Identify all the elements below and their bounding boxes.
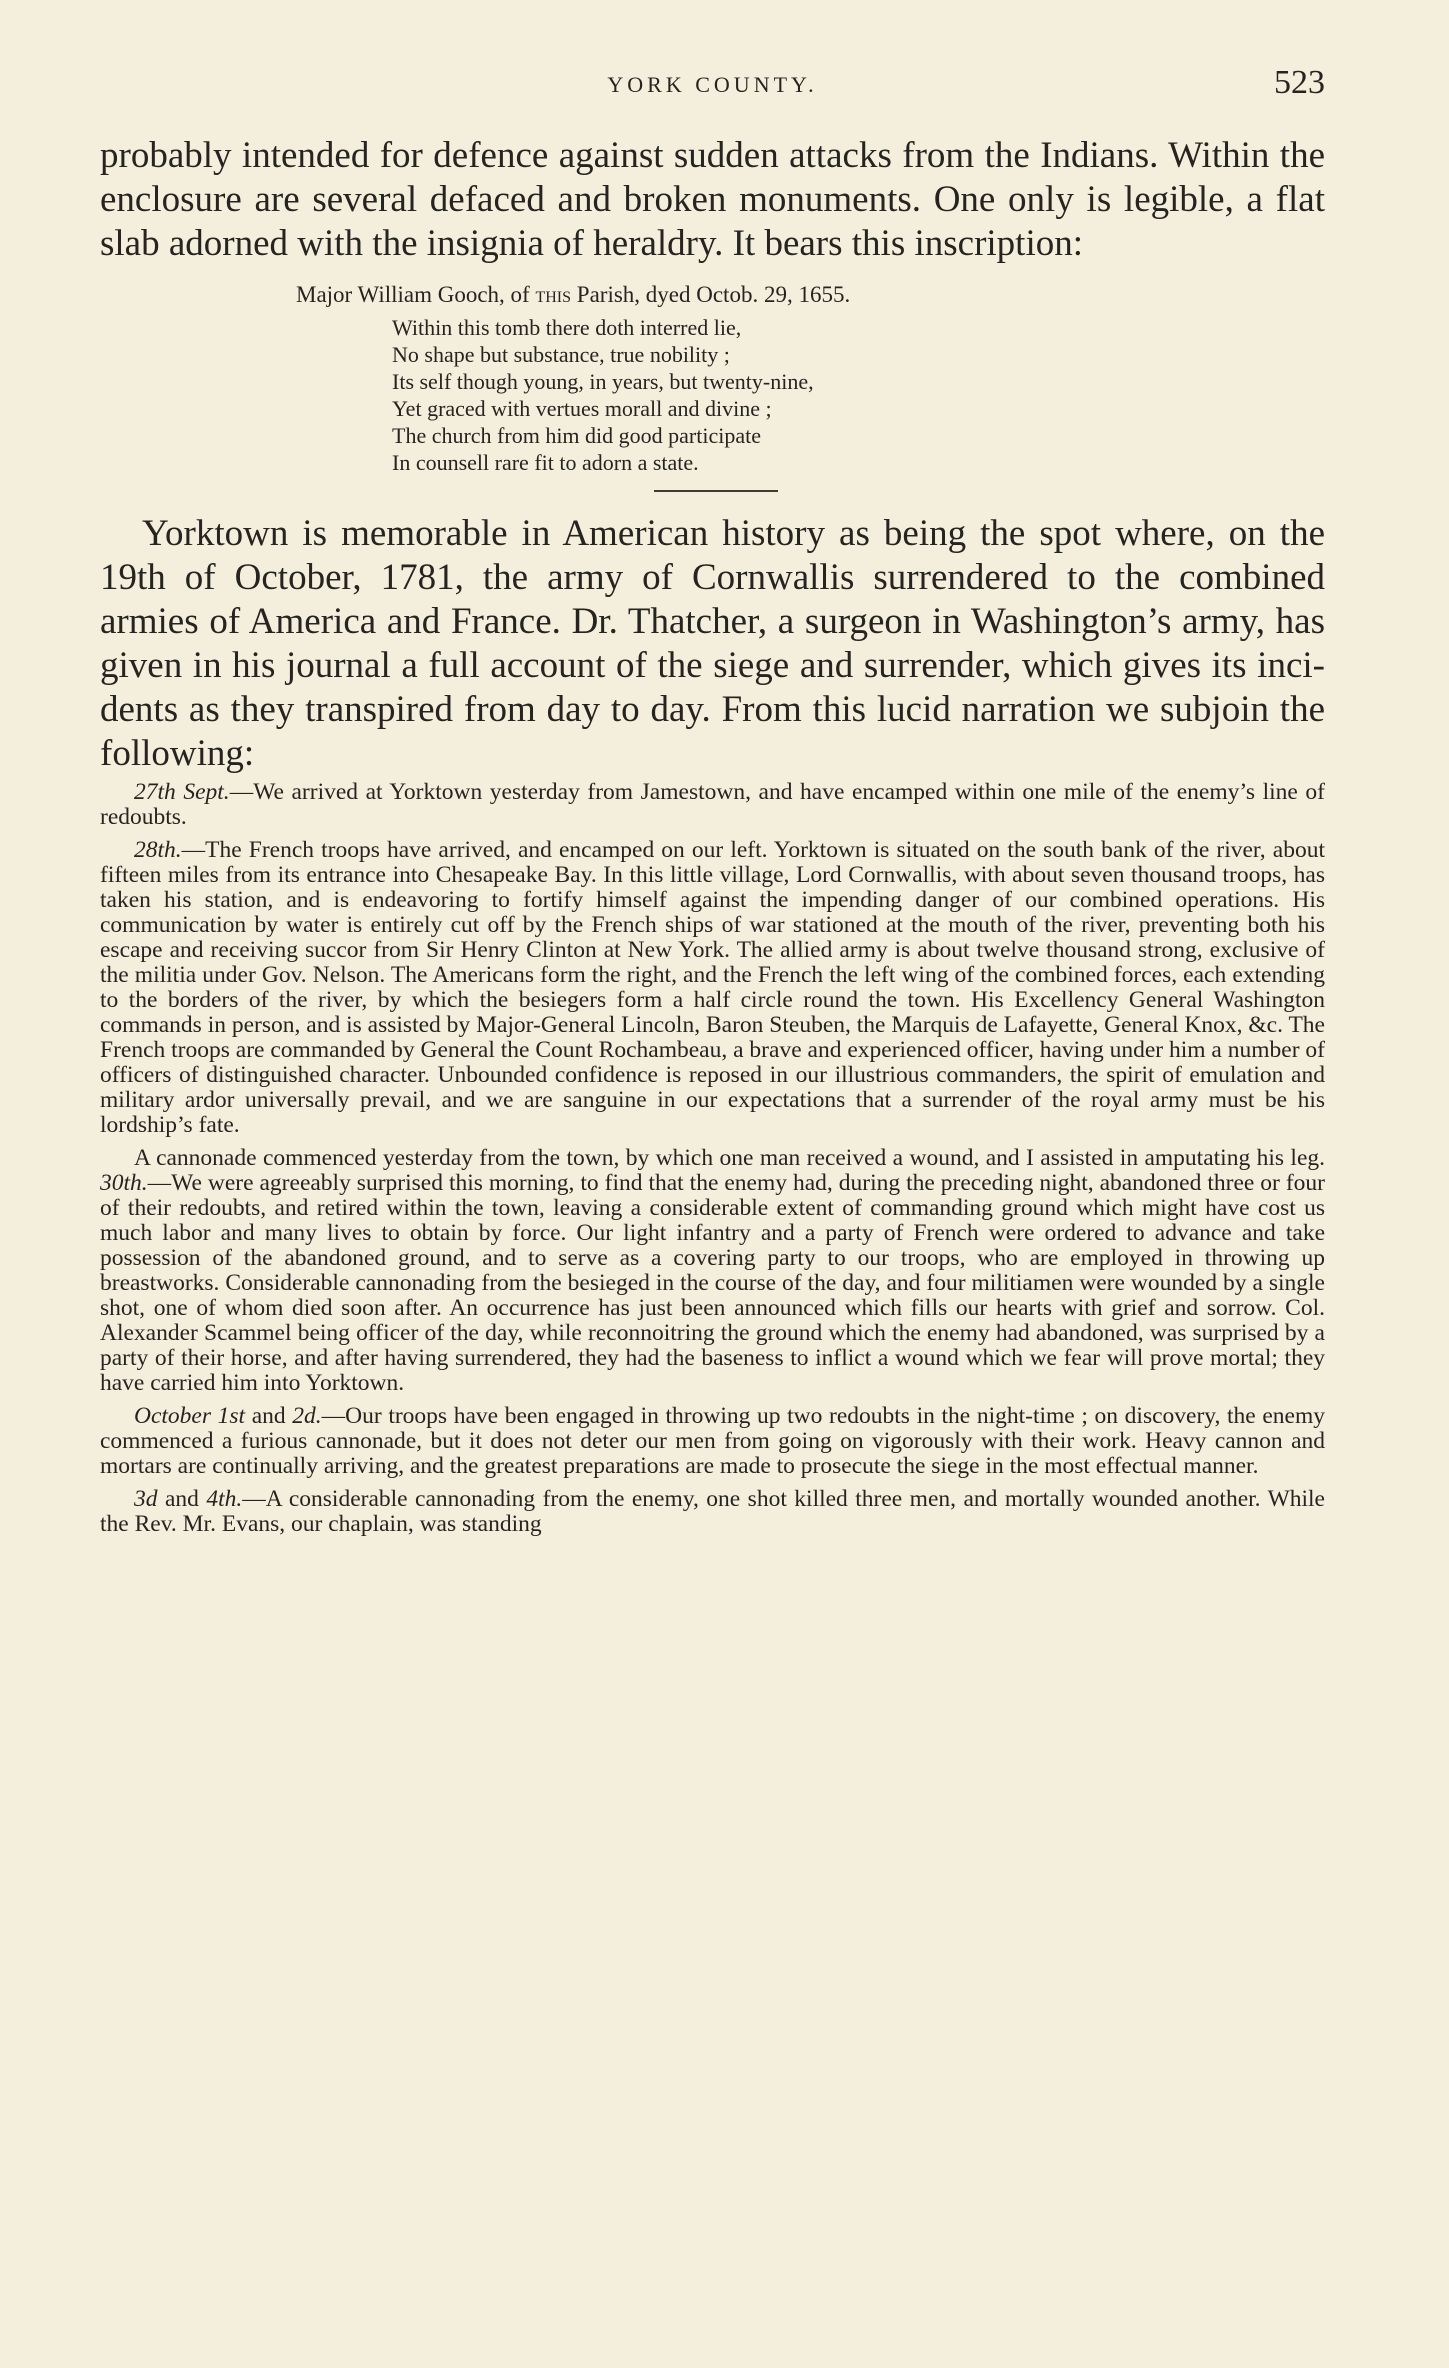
journal-entry-29th-30th <box>100 1146 1325 1396</box>
page-number: 523 <box>1274 64 1325 101</box>
entry-text-continued: —We were agreeably surprised this morning, to find that the enemy had, during the preceding night, abandoned three or four of their redoubts, and retired within the town, leaving a considerable extent of commanding ground which might have cost us much labor and many lives to obtain by force. Our light infantry and a party of French were ordered to advance and take possession of the abandoned ground, and to serve as a covering party to our troops, who are employed in throwing up breastworks. Considerable cannonading from the besieged in the course of the day, and four militiamen were wounded by a single shot, one of whom died soon after. An occurrence has just been announced which fills our hearts with grief and sorrow. Col. Alexander Scammel being officer of the day, while reconnoitring the ground which the enemy had abandoned, was surprised by a party of their horse, and after having surrendered, they had the baseness to inflict a wound which we fear will prove mortal; they have carried him into Yorktown. <box>100 1170 1325 1396</box>
epitaph-line: The church from him did good participate <box>392 423 761 448</box>
inscription-heading-pre: Major William Gooch, of <box>296 282 536 307</box>
entry-date: 30th. <box>100 1170 148 1196</box>
entry-text: A cannonade commenced yesterday from the town, by which one man received a wound, and I assisted in amputating his leg. <box>134 1145 1325 1171</box>
yorktown-section <box>100 512 1325 1537</box>
section-divider <box>654 490 778 492</box>
entry-text: —Our troops have been engaged in throwing up two redoubts in the night-time ; on discovery, the enemy commenced a furious cannonade, but it does not deter our men from going on vigorously with their work. Heavy cannon and mortars are continually arriving, and the greatest preparations are made to prosecute the siege in the most effectual manner. <box>100 1403 1325 1479</box>
journal-entry-28th <box>100 838 1325 1138</box>
entry-text: —We arrived at Yorktown yesterday from Jamestown, and have encamped within one mile of the enemy’s line of redoubts. <box>100 779 1325 830</box>
running-title: YORK COUNTY. <box>607 72 818 97</box>
epitaph-line: Yet graced with vertues morall and divine ; <box>392 396 772 421</box>
entry-date: 4th. <box>206 1486 243 1512</box>
journal-entry-3d-4th <box>100 1487 1325 1537</box>
entry-text: —A considerable cannonading from the enemy, one shot killed three men, and mortally wounded another. While the Rev. Mr. Evans, our chaplain, was standing <box>100 1486 1325 1537</box>
thatcher-journal <box>100 780 1325 1537</box>
entry-date: 3d <box>134 1486 158 1512</box>
entry-text: —The French troops have arrived, and encamped on our left. Yorktown is situated on the south bank of the river, about fifteen miles from its entrance into Chesapeake Bay. In this little village, Lord Cornwallis, with about seven thousand troops, has taken his station, and is endeavoring to fortify himself against the impending danger of our combined operations. His communication by water is entirely cut off by the French ships of war stationed at the mouth of the river, preventing both his escape and receiving succor from Sir Henry Clinton at New York. The allied army is about twelve thousand strong, exclusive of the militia under Gov. Nelson. The Americans form the right, and the French the left wing of the combined forces, each extending to the borders of the river, by which the besiegers form a half circle round the town. His Excellency General Washington commands in person, and is assisted by Major-General Lincoln, Baron Steuben, the Marquis de Lafayette, General Knox, &c. The French troops are commanded by General the Count Rochambeau, a brave and experienced officer, having under him a number of officers of distinguished character. Unbounded confidence is reposed in our illustrious commanders, the spirit of emulation and military ardor universally prevail, and we are sanguine in our expectations that a surrender of the royal army must be his lordship’s fate. <box>100 837 1325 1138</box>
journal-entry-27th-sept <box>100 780 1325 830</box>
entry-date-joiner: and <box>245 1403 293 1429</box>
opening-paragraph: probably intended for defence against sudden attacks from the Indians. Within the enclosure are several defaced and broken monuments. One only is legible, a flat slab adorned with the insignia of heraldry. It bears this inscription: <box>100 135 1325 264</box>
inscription-heading-post: Parish, dyed Octob. 29, 1655. <box>571 282 851 307</box>
inscription-heading-this: this <box>535 282 572 307</box>
epitaph-verse <box>392 314 1325 476</box>
epitaph-line: Its self though young, in years, but twenty-nine, <box>392 369 814 394</box>
entry-date-joiner: and <box>157 1486 207 1512</box>
entry-date: 27th Sept. <box>134 779 230 805</box>
epitaph-line: In counsell rare fit to adorn a state. <box>392 450 699 475</box>
journal-entry-october-1st-2d <box>100 1404 1325 1479</box>
running-head <box>100 64 1325 100</box>
yorktown-paragraph: Yorktown is memorable in American history as being the spot where, on the 19th of October, 1781, the army of Cornwallis surrendered to the combined armies of America and France. Dr. Thatcher, a surgeon in Washington’s army, has given in his journal a full account of the siege and surrender, which gives its incidents as they transpired from day to day. From this lucid narration we subjoin the following: <box>100 513 1325 774</box>
inscription-heading <box>296 280 1325 310</box>
entry-date: October 1st <box>134 1403 246 1429</box>
entry-date: 28th. <box>134 837 182 863</box>
page-body <box>100 134 1325 1545</box>
entry-date: 2d. <box>292 1403 322 1429</box>
epitaph-line: Within this tomb there doth interred lie, <box>392 315 742 340</box>
epitaph-line: No shape but substance, true nobility ; <box>392 342 730 367</box>
gooch-inscription <box>100 280 1325 476</box>
